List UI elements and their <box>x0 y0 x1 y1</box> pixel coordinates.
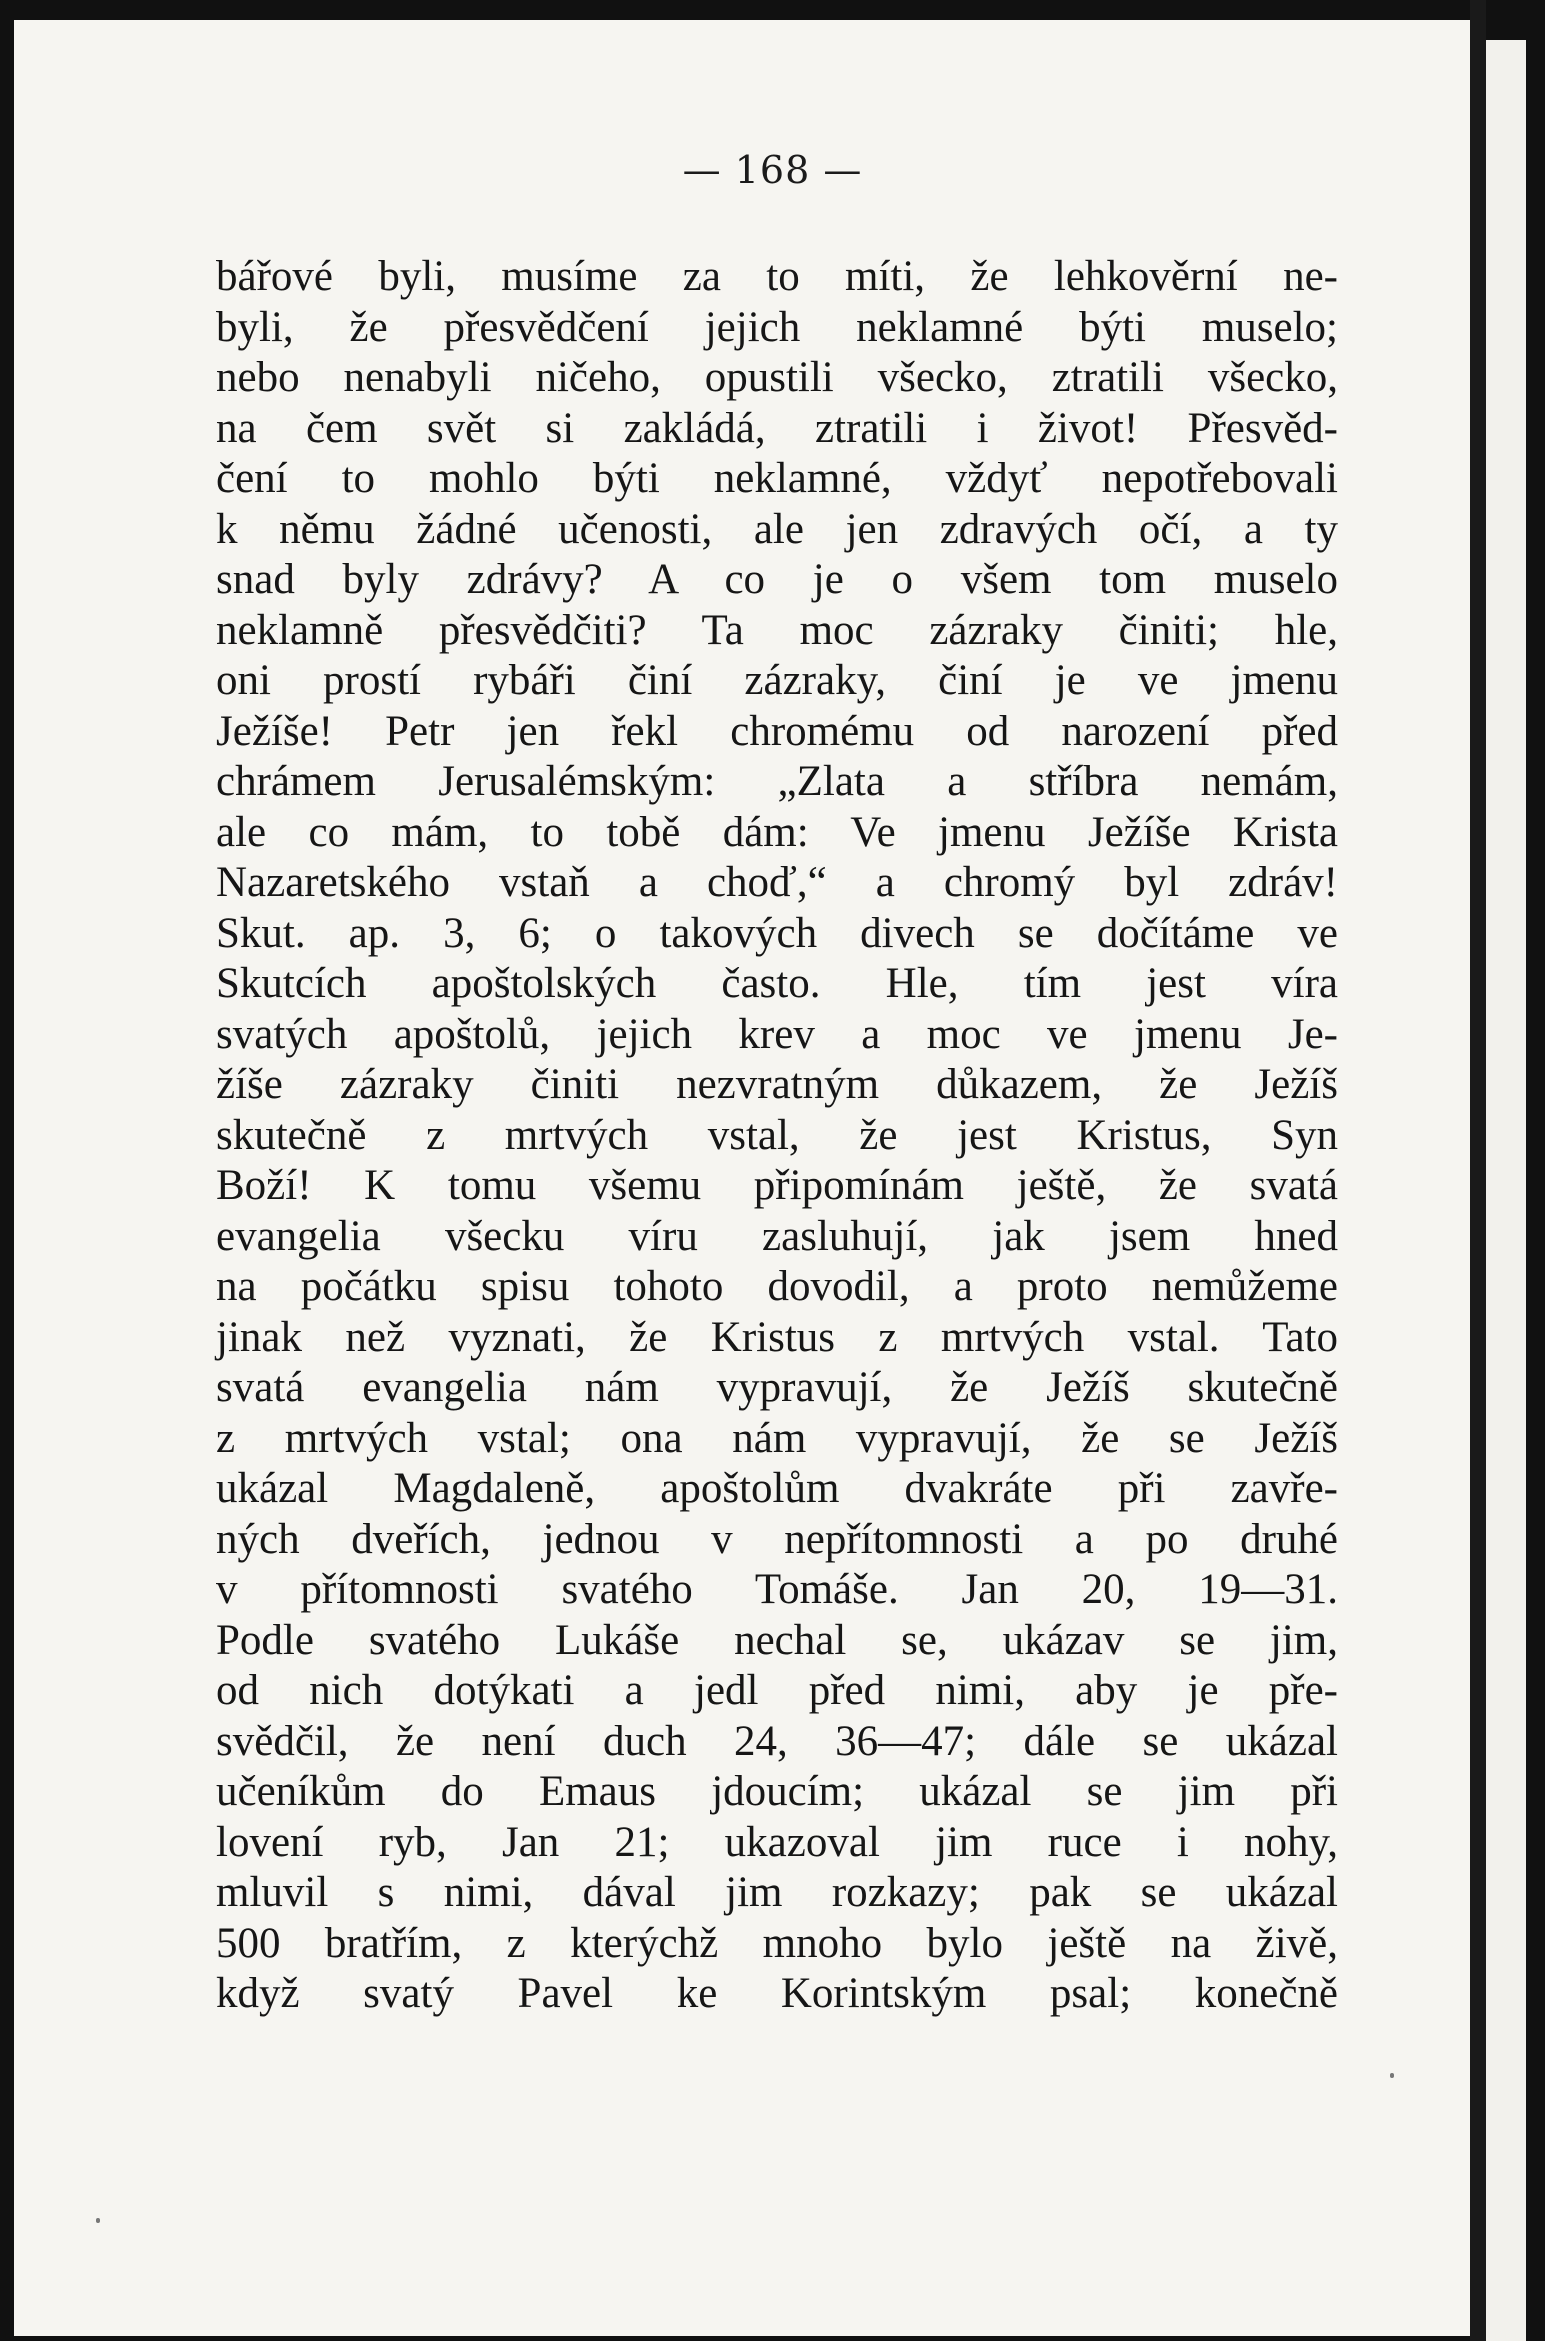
text-line: ukázal Magdaleně, apoštolům dvakráte při zavře- <box>216 1465 1338 1512</box>
text-line: ných dveřích, jednou v nepřítomnosti a po druhé <box>216 1515 1338 1563</box>
next-page-edge <box>1486 40 1526 2341</box>
page-gutter <box>1470 0 1486 2341</box>
text-line: žíše zázraky činiti nezvratným důkazem, že Ježíš <box>216 1061 1338 1108</box>
ink-speck <box>96 2218 100 2223</box>
text-line: 500 bratřím, z kterýchž mnoho bylo ještě na živě, <box>216 1919 1338 1967</box>
text-line: lovení ryb, Jan 21; ukazoval jim ruce i nohy, <box>216 1818 1338 1866</box>
text-line: skutečně z mrtvých vstal, že jest Kristus, Syn <box>216 1111 1338 1159</box>
text-line: snad byly zdrávy? A co je o všem tom muselo <box>216 556 1338 603</box>
text-line: oni prostí rybáři činí zázraky, činí je ve jmenu <box>216 657 1338 704</box>
text-line: chrámem Jerusalémským: „Zlata a stříbra nemám, <box>216 758 1338 805</box>
text-line: v přítomnosti svatého Tomáše. Jan 20, 19—31. <box>216 1566 1338 1613</box>
text-line: Skut. ap. 3, 6; o takových divech se dočítáme ve <box>216 909 1338 957</box>
text-line: svatých apoštolů, jejich krev a moc ve jmenu Je- <box>216 1010 1338 1058</box>
text-line: nebo nenabyli ničeho, opustili všecko, ztratili všecko, <box>216 354 1338 401</box>
text-line: učeníkům do Emaus jdoucím; ukázal se jim při <box>216 1768 1338 1815</box>
page-number: — 168 — <box>682 148 863 192</box>
body-text <box>216 252 1338 2020</box>
text-line: k němu žádné učenosti, ale jen zdravých očí, a ty <box>216 505 1338 553</box>
text-line: ale co mám, to tobě dám: Ve jmenu Ježíše Krista <box>216 808 1338 856</box>
text-line: když svatý Pavel ke Korintským psal; konečně <box>216 1970 1338 2017</box>
text-line: od nich dotýkati a jedl před nimi, aby je pře- <box>216 1667 1338 1714</box>
text-line: z mrtvých vstal; ona nám vypravují, že se Ježíš <box>216 1414 1338 1462</box>
text-line: neklamně přesvědčiti? Ta moc zázraky činiti; hle, <box>216 606 1338 654</box>
text-line: svatá evangelia nám vypravují, že Ježíš skutečně <box>216 1364 1338 1411</box>
text-line: byli, že přesvědčení jejich neklamné býti muselo; <box>216 303 1338 351</box>
text-line: na čem svět si zakládá, ztratili i život! Přesvěd- <box>216 404 1338 452</box>
text-line: svědčil, že není duch 24, 36—47; dále se ukázal <box>216 1717 1338 1765</box>
text-line: Podle svatého Lukáše nechal se, ukázav se jim, <box>216 1616 1338 1664</box>
text-line: Boží! K tomu všemu připomínám ještě, že svatá <box>216 1162 1338 1209</box>
text-line: na počátku spisu tohoto dovodil, a proto nemůžeme <box>216 1263 1338 1310</box>
ink-speck <box>1390 2073 1394 2078</box>
text-line: čení to mohlo býti neklamné, vždyť nepotřebovali <box>216 455 1338 502</box>
text-line: Skutcích apoštolských často. Hle, tím jest víra <box>216 960 1338 1007</box>
text-line: mluvil s nimi, dával jim rozkazy; pak se ukázal <box>216 1869 1338 1916</box>
text-line: Nazaretského vstaň a choď,“ a chromý byl zdráv! <box>216 859 1338 906</box>
text-line: Ježíše! Petr jen řekl chromému od narození před <box>216 707 1338 755</box>
text-line: jinak než vyznati, že Kristus z mrtvých vstal. Tato <box>216 1313 1338 1361</box>
text-line: bářové byli, musíme za to míti, že lehkověrní ne- <box>216 253 1338 300</box>
text-line: evangelia všecku víru zasluhují, jak jsem hned <box>216 1212 1338 1260</box>
